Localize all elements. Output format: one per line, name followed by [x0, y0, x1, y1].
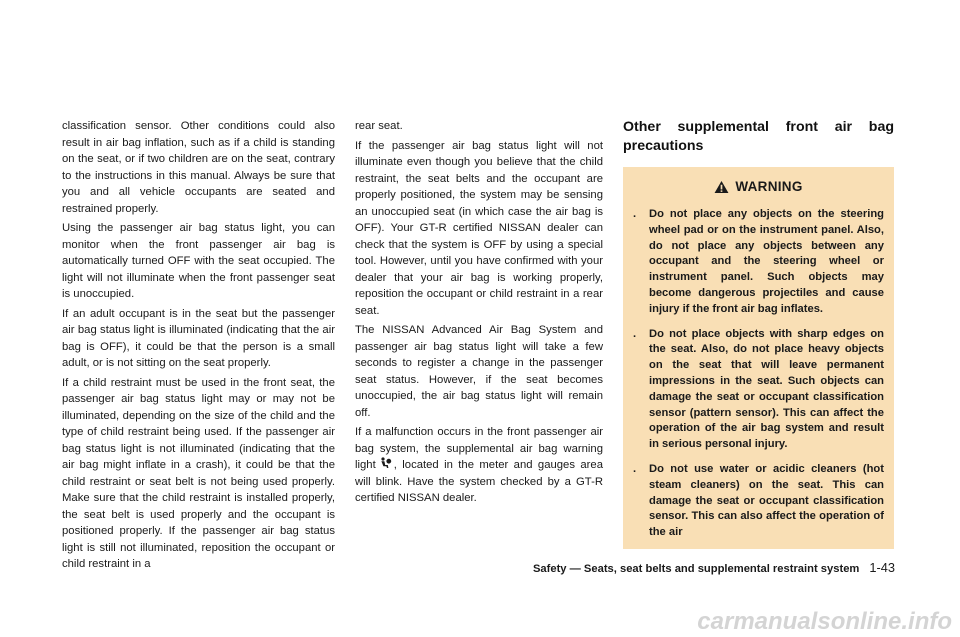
section-heading: Other supplemental front air bag precautions: [623, 119, 894, 154]
page-number: 1-43: [869, 560, 895, 575]
warning-triangle-icon: [714, 180, 729, 194]
warning-text: Do not place objects with sharp edges on the seat. Also, do not place heavy objects on the seat that will leave permanent impressions in the seat. Such objects can damage the seat or occupant classification sensor (pattern sensor). This can affect the operation of the air bag system and result in serious personal injury.: [649, 327, 884, 451]
warning-title: WARNING: [735, 178, 803, 194]
warning-item: [631, 207, 884, 318]
bullet: .: [633, 327, 637, 340]
paragraph: The NISSAN Advanced Air Bag System and passenger air bag status light will take a few seconds to register a change in the passenger seat status. However, if the seat becomes unoccupied, the air bag status light will remain off.: [355, 324, 603, 419]
paragraph-text: , located in the meter and gauges area will blink. Have the system checked by a GT-R certified NISSAN dealer.: [355, 459, 603, 504]
paragraph: Using the passenger air bag status light, you can monitor when the front passenger air bag is automatically turned OFF with the seat occupied. The light will not illuminate when the front passenger seat is unoccupied.: [62, 222, 335, 300]
warning-box: [623, 167, 894, 549]
warning-text: Do not use water or acidic cleaners (hot steam cleaners) on the seat. This can damage the seat or occupant classification sensor. This can also affect the operation of the air: [649, 462, 884, 539]
warning-item: [631, 327, 884, 453]
watermark: carmanualsonline.info: [697, 608, 952, 635]
paragraph: classification sensor. Other conditions could also result in air bag inflation, such as if a child is standing on the seat, or if two children are on the seat, contrary to the instructions in this manual. Always be sure that you and all vehicle occupants are seated and restrained properly.: [62, 120, 335, 215]
right-column: [623, 118, 894, 549]
paragraph: rear seat.: [355, 120, 403, 132]
footer-section-title: Safety — Seats, seat belts and supplemental restraint system: [532, 563, 860, 575]
paragraph: If a child restraint must be used in the front seat, the passenger air bag status light may or may not be illuminated, depending on the size of the child and the type of child restraint being used. If the passenger air bag status light is not illuminated (indicating that the air bag might inflate in a crash), it could be that the child restraint or seat belt is not being used properly. Make sure that the child restraint is installed properly, the seat belt is used properly and the occupant is positioned properly. If the passenger air bag status light is still not illuminated, reposition the occupant or child restraint in a: [62, 376, 335, 570]
warning-item: [631, 462, 884, 541]
paragraph: If the passenger air bag status light will not illuminate even though you believe that the child restraint, the seat belts and the occupant are properly positioned, the system may be sensing an unoccupied seat (in which case the air bag is OFF). Your GT-R certified NISSAN dealer can check that the system is OFF by using a special tool. However, until you have confirmed with your dealer that your air bag is working properly, reposition the occupant or child restraint in a rear seat.: [355, 139, 603, 317]
middle-column: [355, 118, 603, 510]
warning-list: [623, 207, 894, 541]
paragraph: If an adult occupant is in the seat but the passenger air bag status light is illuminated (indicating that the air bag is OFF), it could be that the person is a small adult, or is not sitting on the seat properly.: [62, 307, 335, 369]
page-footer: [533, 560, 895, 575]
bullet: .: [633, 208, 637, 220]
bullet: .: [633, 462, 637, 475]
air-bag-warning-light-icon: [378, 457, 392, 469]
warning-header: [623, 167, 894, 197]
left-column: [62, 118, 335, 576]
paragraph-text: If a malfunction occurs in the front passenger air bag system, the supplemental air bag warning light: [355, 426, 603, 471]
malfunction-paragraph: [355, 424, 603, 507]
warning-text: Do not place any objects on the steering wheel pad or on the instrument panel. Also, do not place any objects between any occupant and the steering wheel or instrument panel. Such objects may become dangerous projectiles and cause injury if the front air bag inflates.: [649, 208, 884, 315]
